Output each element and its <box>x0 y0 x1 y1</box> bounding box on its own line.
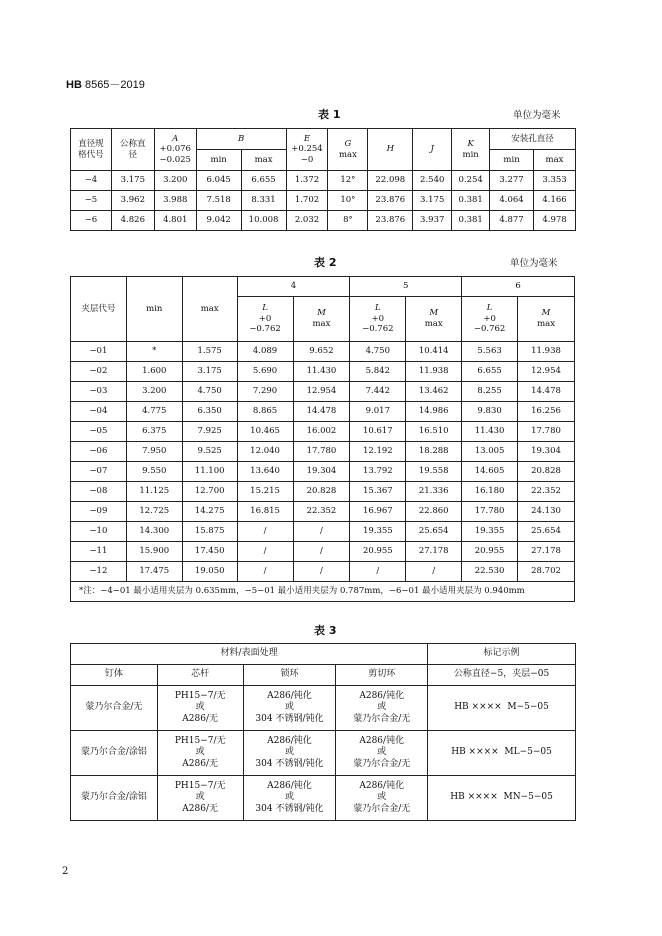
table-cell: 27.178 <box>518 542 575 562</box>
th-B-max: max <box>241 150 286 171</box>
table-cell: 4.775 <box>126 402 182 422</box>
marking-example: HB ×××× M−5−05 <box>428 686 576 731</box>
table-cell: −10 <box>71 522 127 542</box>
table-cell: 11.430 <box>293 362 350 382</box>
table2 <box>70 276 575 602</box>
table-cell: 10.465 <box>237 422 293 442</box>
table-cell: 0.381 <box>452 211 490 231</box>
th-example: 公称直径−5，夹层−05 <box>428 665 576 686</box>
table-cell: / <box>237 522 293 542</box>
table-cell: 1.600 <box>126 362 182 382</box>
table-cell: 1.702 <box>286 191 328 211</box>
table-cell: 9.017 <box>350 402 406 422</box>
table-cell: 14.478 <box>293 402 350 422</box>
table-cell: 12.954 <box>293 382 350 402</box>
table-cell: 7.442 <box>350 382 406 402</box>
table-cell: 3.962 <box>111 191 154 211</box>
collar-material: A286/钝化 或 304 不锈钢/钝化 <box>243 731 336 776</box>
document-header: HB 8565－2019 <box>66 79 145 91</box>
table-cell: 12° <box>328 171 368 191</box>
table-row <box>71 422 575 442</box>
table1-caption: 表 1 <box>318 108 341 121</box>
table-cell: 21.336 <box>406 482 462 502</box>
table-cell: 22.530 <box>462 562 518 582</box>
table1 <box>70 128 576 231</box>
table-cell: 14.275 <box>182 502 237 522</box>
shear-material: A286/钝化 或 蒙乃尔合金/无 <box>336 731 428 776</box>
table-row <box>71 522 575 542</box>
table-cell: 17.780 <box>293 442 350 462</box>
table-cell: 14.478 <box>518 382 575 402</box>
body-material: 蒙乃尔合金/涂铝 <box>71 776 158 821</box>
table-cell: 13.462 <box>406 382 462 402</box>
table-cell: 15.900 <box>126 542 182 562</box>
table-cell: 9.830 <box>462 402 518 422</box>
table-cell: 17.780 <box>462 502 518 522</box>
table1-body <box>71 171 576 231</box>
table-cell: 16.815 <box>237 502 293 522</box>
table-cell: −11 <box>71 542 127 562</box>
table-cell: 15.367 <box>350 482 406 502</box>
th-group-4: 4 <box>237 277 350 297</box>
table-cell: / <box>293 562 350 582</box>
table-cell: 4.826 <box>111 211 154 231</box>
table-row <box>71 731 576 776</box>
th-E: E +0.254 −0 <box>286 129 328 171</box>
table-row <box>71 562 575 582</box>
table-row <box>71 191 576 211</box>
table-cell: 1.575 <box>182 342 237 362</box>
table2-caption: 表 2 <box>314 256 337 269</box>
table-cell: 5.563 <box>462 342 518 362</box>
table-cell: 11.938 <box>518 342 575 362</box>
th-L: L +0 −0.762 <box>462 297 518 342</box>
table-cell: 8.255 <box>462 382 518 402</box>
table-cell: 20.828 <box>518 462 575 482</box>
table-cell: 4.064 <box>490 191 534 211</box>
table-cell: 28.702 <box>518 562 575 582</box>
table-cell: 3.353 <box>534 171 576 191</box>
th-core: 芯杆 <box>157 665 243 686</box>
table-cell: 22.860 <box>406 502 462 522</box>
table-cell: −08 <box>71 482 127 502</box>
shear-material: A286/钝化 或 蒙乃尔合金/无 <box>336 776 428 821</box>
th-M: M max <box>406 297 462 342</box>
table-cell: 4.750 <box>350 342 406 362</box>
table-cell: 3.175 <box>413 191 452 211</box>
table-cell: / <box>293 522 350 542</box>
table-cell: 7.950 <box>126 442 182 462</box>
table-cell: / <box>293 542 350 562</box>
table-cell: 3.175 <box>111 171 154 191</box>
table-cell: −06 <box>71 442 127 462</box>
table-cell: 16.967 <box>350 502 406 522</box>
table-cell: −03 <box>71 382 127 402</box>
table-cell: 11.430 <box>462 422 518 442</box>
table-cell: 24.130 <box>518 502 575 522</box>
table-cell: 7.518 <box>196 191 241 211</box>
th-M: M max <box>293 297 350 342</box>
table-cell: 16.510 <box>406 422 462 442</box>
table-cell: 19.050 <box>182 562 237 582</box>
table-cell: / <box>350 562 406 582</box>
table-cell: 3.200 <box>154 171 196 191</box>
table-cell: 22.352 <box>518 482 575 502</box>
table-cell: 6.350 <box>182 402 237 422</box>
collar-material: A286/钝化 或 304 不锈钢/钝化 <box>243 686 336 731</box>
table-cell: 9.525 <box>182 442 237 462</box>
table-cell: 22.098 <box>368 171 413 191</box>
table3-caption: 表 3 <box>314 624 337 637</box>
th-K: K min <box>452 129 490 171</box>
table-cell: 19.304 <box>518 442 575 462</box>
shear-material: A286/钝化 或 蒙乃尔合金/无 <box>336 686 428 731</box>
page-number: 2 <box>62 866 69 877</box>
table-cell: 16.002 <box>293 422 350 442</box>
table-row <box>71 342 575 362</box>
th-hole-max: max <box>534 150 576 171</box>
table-cell: 10° <box>328 191 368 211</box>
table-cell: −5 <box>71 191 112 211</box>
table-cell: 2.540 <box>413 171 452 191</box>
th-collar: 锁环 <box>243 665 336 686</box>
core-material: PH15−7/无 或 A286/无 <box>157 731 243 776</box>
table-cell: 25.654 <box>406 522 462 542</box>
table-cell: 5.842 <box>350 362 406 382</box>
table-row <box>71 171 576 191</box>
table-cell: 3.175 <box>182 362 237 382</box>
table-cell: 3.277 <box>490 171 534 191</box>
table-cell: 19.355 <box>462 522 518 542</box>
core-material: PH15−7/无 或 A286/无 <box>157 686 243 731</box>
table-row <box>71 462 575 482</box>
table-cell: 4.089 <box>237 342 293 362</box>
table-cell: 4.750 <box>182 382 237 402</box>
th-max: max <box>182 277 237 342</box>
table-row <box>71 211 576 231</box>
table-cell: 3.200 <box>126 382 182 402</box>
table-cell: 12.725 <box>126 502 182 522</box>
th-shear: 剪切环 <box>336 665 428 686</box>
table-cell: 4.166 <box>534 191 576 211</box>
table-cell: 13.792 <box>350 462 406 482</box>
table2-unit: 单位为毫米 <box>510 258 558 269</box>
table-cell: −07 <box>71 462 127 482</box>
table-cell: 4.801 <box>154 211 196 231</box>
table-row <box>71 442 575 462</box>
table-cell: 8.331 <box>241 191 286 211</box>
body-material: 蒙乃尔合金/无 <box>71 686 158 731</box>
th-body: 钉体 <box>71 665 158 686</box>
table-cell: 15.875 <box>182 522 237 542</box>
table-cell: 12.954 <box>518 362 575 382</box>
table-cell: / <box>406 562 462 582</box>
table-cell: 20.828 <box>293 482 350 502</box>
table-cell: 3.937 <box>413 211 452 231</box>
table-cell: 20.955 <box>462 542 518 562</box>
table-row <box>71 542 575 562</box>
th-G: G max <box>328 129 368 171</box>
th-L: L +0 −0.762 <box>237 297 293 342</box>
table-cell: 10.414 <box>406 342 462 362</box>
table-cell: 16.180 <box>462 482 518 502</box>
table-cell: −04 <box>71 402 127 422</box>
table-cell: 27.178 <box>406 542 462 562</box>
th-group-6: 6 <box>462 277 575 297</box>
table-row <box>71 382 575 402</box>
table-cell: 19.558 <box>406 462 462 482</box>
table2-note: *注：−4−01 最小适用夹层为 0.635mm，−5−01 最小适用夹层为 0.787mm，−6−01 最小适用夹层为 0.940mm <box>71 582 575 602</box>
th-nominal: 公称直径 <box>111 129 154 171</box>
table-cell: 4.877 <box>490 211 534 231</box>
th-material: 材料/表面处理 <box>71 644 428 665</box>
marking-example: HB ×××× MN−5−05 <box>428 776 576 821</box>
th-spec: 直径规格代号 <box>71 129 112 171</box>
table-cell: 10.617 <box>350 422 406 442</box>
th-marking: 标记示例 <box>428 644 576 665</box>
table-row <box>71 402 575 422</box>
th-B-min: min <box>196 150 241 171</box>
th-hole: 安装孔直径 <box>490 129 576 150</box>
table-cell: 6.655 <box>241 171 286 191</box>
table-cell: 5.690 <box>237 362 293 382</box>
table-cell: 2.032 <box>286 211 328 231</box>
table-cell: 3.988 <box>154 191 196 211</box>
table-row <box>71 502 575 522</box>
body-material: 蒙乃尔合金/涂铝 <box>71 731 158 776</box>
table-cell: / <box>237 542 293 562</box>
table-cell: 16.256 <box>518 402 575 422</box>
marking-example: HB ×××× ML−5−05 <box>428 731 576 776</box>
table-cell: −4 <box>71 171 112 191</box>
table-cell: 19.304 <box>293 462 350 482</box>
table3 <box>70 643 576 821</box>
th-J: J <box>413 129 452 171</box>
table-cell: 6.375 <box>126 422 182 442</box>
table-cell: 11.938 <box>406 362 462 382</box>
th-code: 夹层代号 <box>71 277 127 342</box>
table-cell: 9.042 <box>196 211 241 231</box>
table-cell: / <box>237 562 293 582</box>
table-cell: 4.978 <box>534 211 576 231</box>
table-cell: 23.876 <box>368 211 413 231</box>
table-cell: 17.780 <box>518 422 575 442</box>
table-cell: 0.381 <box>452 191 490 211</box>
th-group-5: 5 <box>350 277 462 297</box>
table-cell: 12.700 <box>182 482 237 502</box>
core-material: PH15−7/无 或 A286/无 <box>157 776 243 821</box>
table-cell: 7.290 <box>237 382 293 402</box>
table-cell: 12.192 <box>350 442 406 462</box>
table-cell: 6.045 <box>196 171 241 191</box>
table-cell: 11.125 <box>126 482 182 502</box>
table-cell: 10.008 <box>241 211 286 231</box>
table-row <box>71 776 576 821</box>
table2-body <box>71 342 575 582</box>
th-H: H <box>368 129 413 171</box>
th-A: A +0.076 −0.025 <box>154 129 196 171</box>
th-min: min <box>126 277 182 342</box>
table-cell: 6.655 <box>462 362 518 382</box>
th-B: B <box>196 129 286 150</box>
table-row <box>71 686 576 731</box>
table-cell: 9.550 <box>126 462 182 482</box>
table-cell: * <box>126 342 182 362</box>
table-cell: 13.640 <box>237 462 293 482</box>
table-cell: 7.925 <box>182 422 237 442</box>
table-cell: 14.986 <box>406 402 462 422</box>
th-M: M max <box>518 297 575 342</box>
table-cell: −6 <box>71 211 112 231</box>
table-cell: 9.652 <box>293 342 350 362</box>
th-hole-min: min <box>490 150 534 171</box>
table-cell: 17.450 <box>182 542 237 562</box>
table-cell: 17.475 <box>126 562 182 582</box>
table-cell: 8.865 <box>237 402 293 422</box>
table-cell: 25.654 <box>518 522 575 542</box>
table-cell: 22.352 <box>293 502 350 522</box>
table-cell: 13.005 <box>462 442 518 462</box>
table-row <box>71 362 575 382</box>
table-cell: 14.300 <box>126 522 182 542</box>
table3-body <box>71 686 576 821</box>
table-cell: 0.254 <box>452 171 490 191</box>
table-cell: −01 <box>71 342 127 362</box>
table-cell: −12 <box>71 562 127 582</box>
table-row <box>71 482 575 502</box>
table-cell: 1.372 <box>286 171 328 191</box>
table-cell: −09 <box>71 502 127 522</box>
table-cell: 15.215 <box>237 482 293 502</box>
table-cell: 8° <box>328 211 368 231</box>
table-cell: −05 <box>71 422 127 442</box>
table1-unit: 单位为毫米 <box>513 110 561 121</box>
table-cell: 11.100 <box>182 462 237 482</box>
table-cell: −02 <box>71 362 127 382</box>
table-cell: 12.040 <box>237 442 293 462</box>
table-cell: 19.355 <box>350 522 406 542</box>
collar-material: A286/钝化 或 304 不锈钢/钝化 <box>243 776 336 821</box>
table-cell: 14.605 <box>462 462 518 482</box>
th-L: L +0 −0.762 <box>350 297 406 342</box>
table-cell: 23.876 <box>368 191 413 211</box>
table-cell: 18.288 <box>406 442 462 462</box>
table-cell: 20.955 <box>350 542 406 562</box>
